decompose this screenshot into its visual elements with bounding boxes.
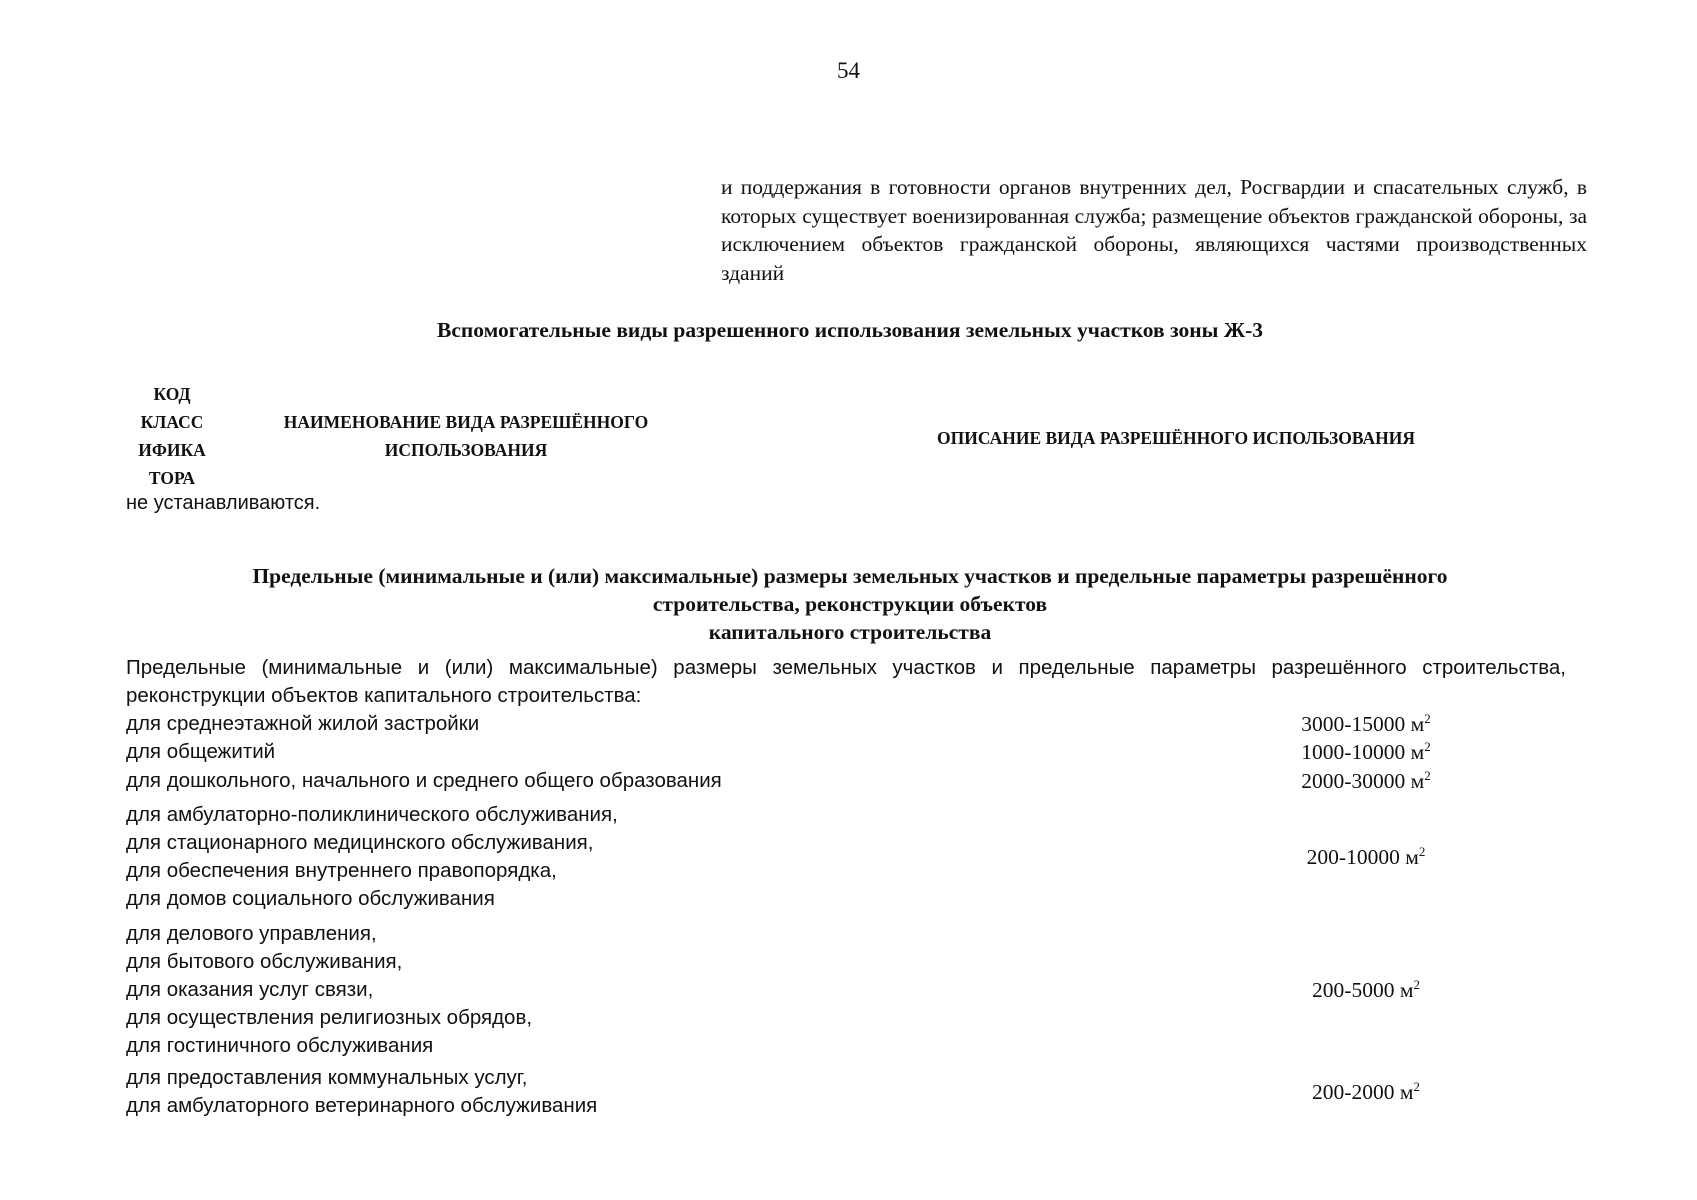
plot-size-value: 1000-10000 $м^2$ [1301, 738, 1431, 765]
limits-intro [126, 654, 1566, 710]
use-label: для общежитий [126, 740, 276, 763]
use-label: для гостиничного обслуживания [126, 1034, 434, 1057]
code-header-line: ИФИКА [138, 440, 206, 460]
plot-size-row [126, 920, 1486, 1060]
use-label: для оказания услуг связи, [126, 978, 374, 1001]
limits-intro-line: Предельные (минимальные и (или) максимальные) размеры земельных участков и предельные параметры разрешённого строительства, [126, 656, 1566, 679]
name-header-line: ИСПОЛЬЗОВАНИЯ [384, 440, 548, 460]
limits-heading [120, 562, 1580, 646]
page-number: 54 [837, 58, 860, 83]
limits-intro-line: реконструкции объектов капитального строительства: [126, 684, 642, 707]
use-label: для амбулаторного ветеринарного обслуживания [126, 1094, 598, 1117]
use-label: для бытового обслуживания, [126, 950, 403, 973]
uses-table-header [126, 380, 1566, 492]
use-label: для стационарного медицинского обслуживания, [126, 831, 594, 854]
use-label: для делового управления, [126, 922, 377, 945]
code-header-line: ТОРА [148, 468, 196, 488]
use-label: для осуществления религиозных обрядов, [126, 1006, 533, 1029]
plot-size-row [126, 798, 1486, 916]
plot-size-row [126, 710, 1486, 738]
use-label: для предоставления коммунальных услуг, [126, 1066, 528, 1089]
plot-size-row [126, 738, 1486, 766]
plot-size-value: 200-2000 $м^2$ [1312, 1078, 1420, 1105]
plot-size-value: 200-10000 $м^2$ [1306, 843, 1426, 870]
plot-size-row [126, 766, 1486, 796]
name-header-line: НАИМЕНОВАНИЕ ВИДА РАЗРЕШЁННОГО [283, 412, 649, 432]
use-label: для амбулаторно-поликлинического обслуживания, [126, 803, 618, 826]
use-label: для дошкольного, начального и среднего общего образования [126, 769, 722, 792]
use-label: для обеспечения внутреннего правопорядка, [126, 859, 557, 882]
plot-size-value: 3000-15000 $м^2$ [1301, 710, 1431, 737]
column-header-name [256, 408, 676, 464]
limits-heading-line: капитального строительства [708, 620, 992, 644]
not-set-note: не устанавливаются. [126, 492, 321, 514]
limits-heading-line: Предельные (минимальные и (или) максимальные) размеры земельных участков и предельные параметры разрешённого [252, 564, 1448, 588]
column-header-code [126, 380, 218, 492]
plot-size-list [126, 710, 1486, 1124]
plot-size-value: 2000-30000 $м^2$ [1301, 767, 1431, 794]
plot-size-row [126, 1060, 1486, 1124]
use-label: для среднеэтажной жилой застройки [126, 712, 480, 735]
auxiliary-uses-heading: Вспомогательные виды разрешенного использования земельных участков зоны Ж-3 [437, 318, 1263, 342]
continuation-paragraph: и поддержания в готовности органов внутренних дел, Росгвардии и спасательных служб, в которых существует военизированная служба; размещение объектов гражданской обороны, за исключением объектов гражданской обороны, являющихся частями производственных зданий [721, 175, 1587, 285]
plot-size-value: 200-5000 $м^2$ [1312, 976, 1420, 1003]
limits-heading-line: строительства, реконструкции объектов [652, 592, 1048, 616]
use-label: для домов социального обслуживания [126, 887, 495, 910]
column-header-description: ОПИСАНИЕ ВИДА РАЗРЕШЁННОГО ИСПОЛЬЗОВАНИЯ [937, 428, 1415, 448]
code-header-line: КОД [153, 384, 191, 404]
code-header-line: КЛАСС [140, 412, 204, 432]
